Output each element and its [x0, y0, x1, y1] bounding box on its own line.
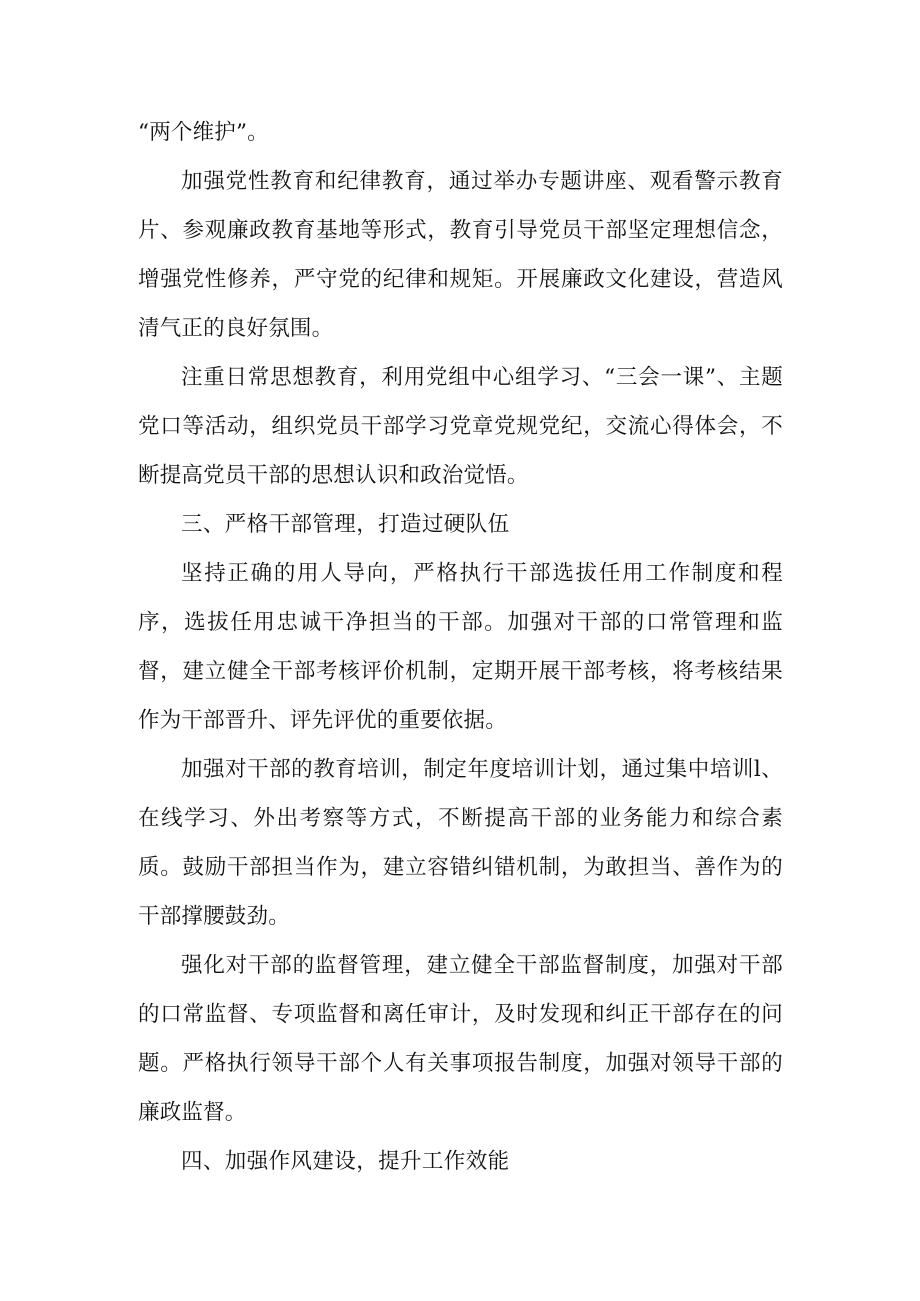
document-body	[138, 108, 783, 1186]
paragraph-continuation: “两个维护”。	[138, 120, 269, 145]
paragraph-daily-ideology: 注重日常思想教育，利用党组中心组学习、“三会一课”、主题党口等活动，组织党员干部学习党章党规党纪，交流心得体会，不断提高党员干部的思想认识和政治觉悟。	[138, 365, 783, 488]
section-heading-four: 四、加强作风建设，提升工作效能	[181, 1149, 510, 1174]
paragraph-cadre-selection: 坚持正确的用人导向，严格执行干部选拔任用工作制度和程序，选拔任用忠诚干净担当的干部。加强对干部的口常管理和监督，建立健全干部考核评价机制，定期开展干部考核，将考核结果作为干部晋升、评先评优的重要依据。	[138, 561, 783, 733]
paragraph-party-education: 加强党性教育和纪律教育，通过举办专题讲座、观看警示教育片、参观廉政教育基地等形式，教育引导党员干部坚定理想信念，增强党性修养，严守党的纪律和规矩。开展廉政文化建设，营造风清气正的良好氛围。	[138, 169, 783, 341]
paragraph-cadre-training: 加强对干部的教育培训，制定年度培训计划，通过集中培训l、在线学习、外出考察等方式，不断提高干部的业务能力和综合素质。鼓励干部担当作为，建立容错纠错机制，为敢担当、善作为的干部撑腰鼓劲。	[138, 757, 783, 929]
section-heading-three: 三、严格干部管理，打造过硬队伍	[181, 512, 510, 537]
paragraph-cadre-supervision: 强化对干部的监督管理，建立健全干部监督制度，加强对干部的口常监督、专项监督和离任审计，及时发现和纠正干部存在的问题。严格执行领导干部个人有关事项报告制度，加强对领导干部的廉政监督。	[138, 953, 783, 1125]
